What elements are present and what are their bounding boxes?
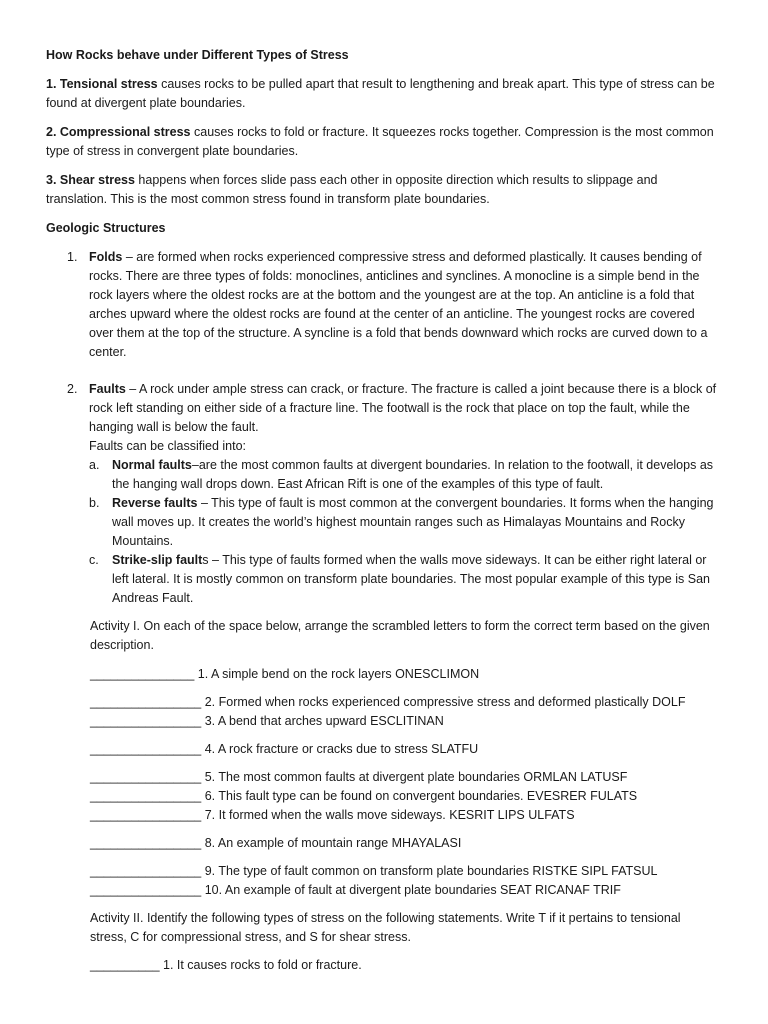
activity-1-item: ________________ 10. An example of fault at divergent plate boundaries SEAT RICANAF TRIF <box>90 883 621 897</box>
activity-1-item: ________________ 3. A bend that arches upward ESCLITINAN <box>90 714 444 728</box>
fault-term: Normal faults <box>112 458 192 472</box>
stress-description: causes rocks to fold or fracture. It squeezes rocks together. Compression is the most common type of stress in convergent plate boundaries. <box>46 125 714 158</box>
stress-term: 3. Shear stress <box>46 173 135 187</box>
stress-shear <box>46 171 720 209</box>
geologic-structures-list <box>46 248 720 608</box>
activity-1-item: ________________ 8. An example of mountain range MHAYALASI <box>90 836 462 850</box>
stress-description: happens when forces slide pass each other in opposite direction which results to slippage and translation. This is the most common stress found in transform plate boundaries. <box>46 173 658 206</box>
fault-text: –are the most common faults at divergent boundaries. In relation to the footwall, it develops as the hanging wall drops down. East African Rift is one of the examples of this type of fault. <box>112 458 714 491</box>
faults-description <box>89 380 720 608</box>
list-item-reverse-faults <box>89 494 720 551</box>
activity-1-item: ________________ 4. A rock fracture or cracks due to stress SLATFU <box>90 742 479 756</box>
list-item-strike-slip-faults <box>89 551 720 608</box>
fault-term: Reverse faults <box>112 496 198 510</box>
faults-classified: Faults can be classified into: <box>89 439 247 453</box>
activity-1-item: ________________ 5. The most common faults at divergent plate boundaries ORMLAN LATUSF <box>90 770 628 784</box>
stress-term: 1. Tensional stress <box>46 77 158 91</box>
fault-text: – This type of fault is most common at the convergent boundaries. It forms when the hanging wall moves up. It creates the world’s highest mountain ranges such as Himalayas Mountains and Rocky Mountains. <box>112 496 714 548</box>
list-number: 2. <box>67 382 78 396</box>
stress-term: 2. Compressional stress <box>46 125 191 139</box>
activity-1 <box>46 617 720 975</box>
list-item-folds <box>46 248 720 362</box>
list-item-normal-faults <box>89 456 720 494</box>
activity-1-item: ________________ 9. The type of fault common on transform plate boundaries RISTKE SIPL FATSUL <box>90 864 658 878</box>
list-letter: c. <box>89 553 99 567</box>
stress-tensional <box>46 75 720 113</box>
fault-term: Strike-slip fault <box>112 553 203 567</box>
activity-2-instructions: Activity II. Identify the following types of stress on the following statements. Write T if it pertains to tensional stress, C for compressional stress, and S for shear stress. <box>90 911 681 944</box>
activity-1-instructions: Activity I. On each of the space below, arrange the scrambled letters to form the correct term based on the given description. <box>90 619 710 652</box>
folds-text: – are formed when rocks experienced compressive stress and deformed plastically. It causes bending of rocks. There are three types of folds: monoclines, anticlines and synclines. A monocline is a simple bend in the rock layers where the oldest rocks are at the bottom and the youngest are at the top. An anticline is a fold that arches upward where the oldest rocks are found at the center of an anticline. The youngest rocks are covered over them at the top of the structure. A syncline is a fold that bends downward which rocks are curved down to a center. <box>89 250 708 359</box>
list-letter: a. <box>89 458 100 472</box>
activity-1-item: ________________ 6. This fault type can be found on convergent boundaries. EVESRER FULATS <box>90 789 638 803</box>
list-item-faults <box>46 380 720 608</box>
list-number: 1. <box>67 250 78 264</box>
list-letter: b. <box>89 496 100 510</box>
activity-1-item: _______________ 1. A simple bend on the rock layers ONESCLIMON <box>90 667 480 681</box>
fault-types-list <box>89 456 720 608</box>
faults-term: Faults <box>89 382 126 396</box>
folds-description <box>89 248 720 362</box>
folds-term: Folds <box>89 250 123 264</box>
faults-text: – A rock under ample stress can crack, or fracture. The fracture is called a joint because there is a block of rock left standing on either side of a fracture line. The footwall is the rock that place on top the fault, while the hanging wall is below the fault. <box>89 382 717 434</box>
fault-text: s – This type of faults formed when the walls move sideways. It can be either right lateral or left lateral. It is mostly common on transform plate boundaries. The most popular example of this type is San Andreas Fault. <box>112 553 710 605</box>
activity-1-item: ________________ 7. It formed when the walls move sideways. KESRIT LIPS ULFATS <box>90 808 575 822</box>
section-title: Geologic Structures <box>46 221 166 235</box>
page-title: How Rocks behave under Different Types of Stress <box>46 48 349 62</box>
activity-2-item: __________ 1. It causes rocks to fold or fracture. <box>90 958 362 972</box>
stress-compressional <box>46 123 720 161</box>
activity-1-item: ________________ 2. Formed when rocks experienced compressive stress and deformed plastically DOLF <box>90 695 686 709</box>
stress-description: causes rocks to be pulled apart that result to lengthening and break apart. This type of stress can be found at divergent plate boundaries. <box>46 77 715 110</box>
